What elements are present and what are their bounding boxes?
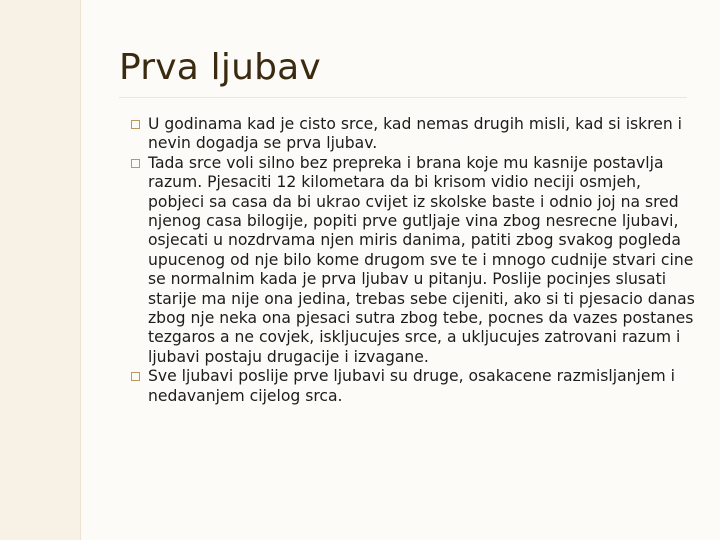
side-band-divider xyxy=(80,0,81,540)
slide-title: Prva ljubav xyxy=(119,47,321,88)
bullet-text: Sve ljubavi poslije prve ljubavi su druge, osakacene razmisljanjem i nedavanjem cijelog srca. xyxy=(148,367,675,405)
square-bullet-icon xyxy=(131,372,140,381)
bullet-list xyxy=(148,115,700,406)
square-bullet-icon xyxy=(131,120,140,129)
bullet-item xyxy=(148,115,700,154)
bullet-text: U godinama kad je cisto srce, kad nemas drugih misli, kad si iskren i nevin dogadja se prva ljubav. xyxy=(148,115,683,153)
title-divider xyxy=(119,97,687,98)
bullet-item xyxy=(148,367,700,406)
decorative-side-band xyxy=(0,0,80,540)
square-bullet-icon xyxy=(131,159,140,168)
bullet-item xyxy=(148,154,700,367)
bullet-text: Tada srce voli silno bez prepreka i brana koje mu kasnije postavlja razum. Pjesaciti 12 kilometara da bi krisom vidio neciji osmjeh, pobjeci sa casa da bi ukrao cvijet iz skolske baste i odnio joj na sred njenog casa bilogije, popiti prve gutljaje vina zbog nesrecne ljubavi, osjecati u nozdrvama njen miris danima, patiti zbog svakog pogleda upucenog od nje bilo kome drugom sve te i mnogo cudnije stvari cine se normalnim kada je prva ljubav u pitanju. Poslije pocinjes slusati starije ma nije ona jedina, trebas sebe cijeniti, ako si ti pjesacio danas zbog nje neka ona pjesaci sutra zbog tebe, pocnes da vazes postanes tezgaros a ne covjek, iskljucujes srce, a ukljucujes zatrovani razum i ljubavi postaju drugacije i izvagane. xyxy=(148,153,695,366)
